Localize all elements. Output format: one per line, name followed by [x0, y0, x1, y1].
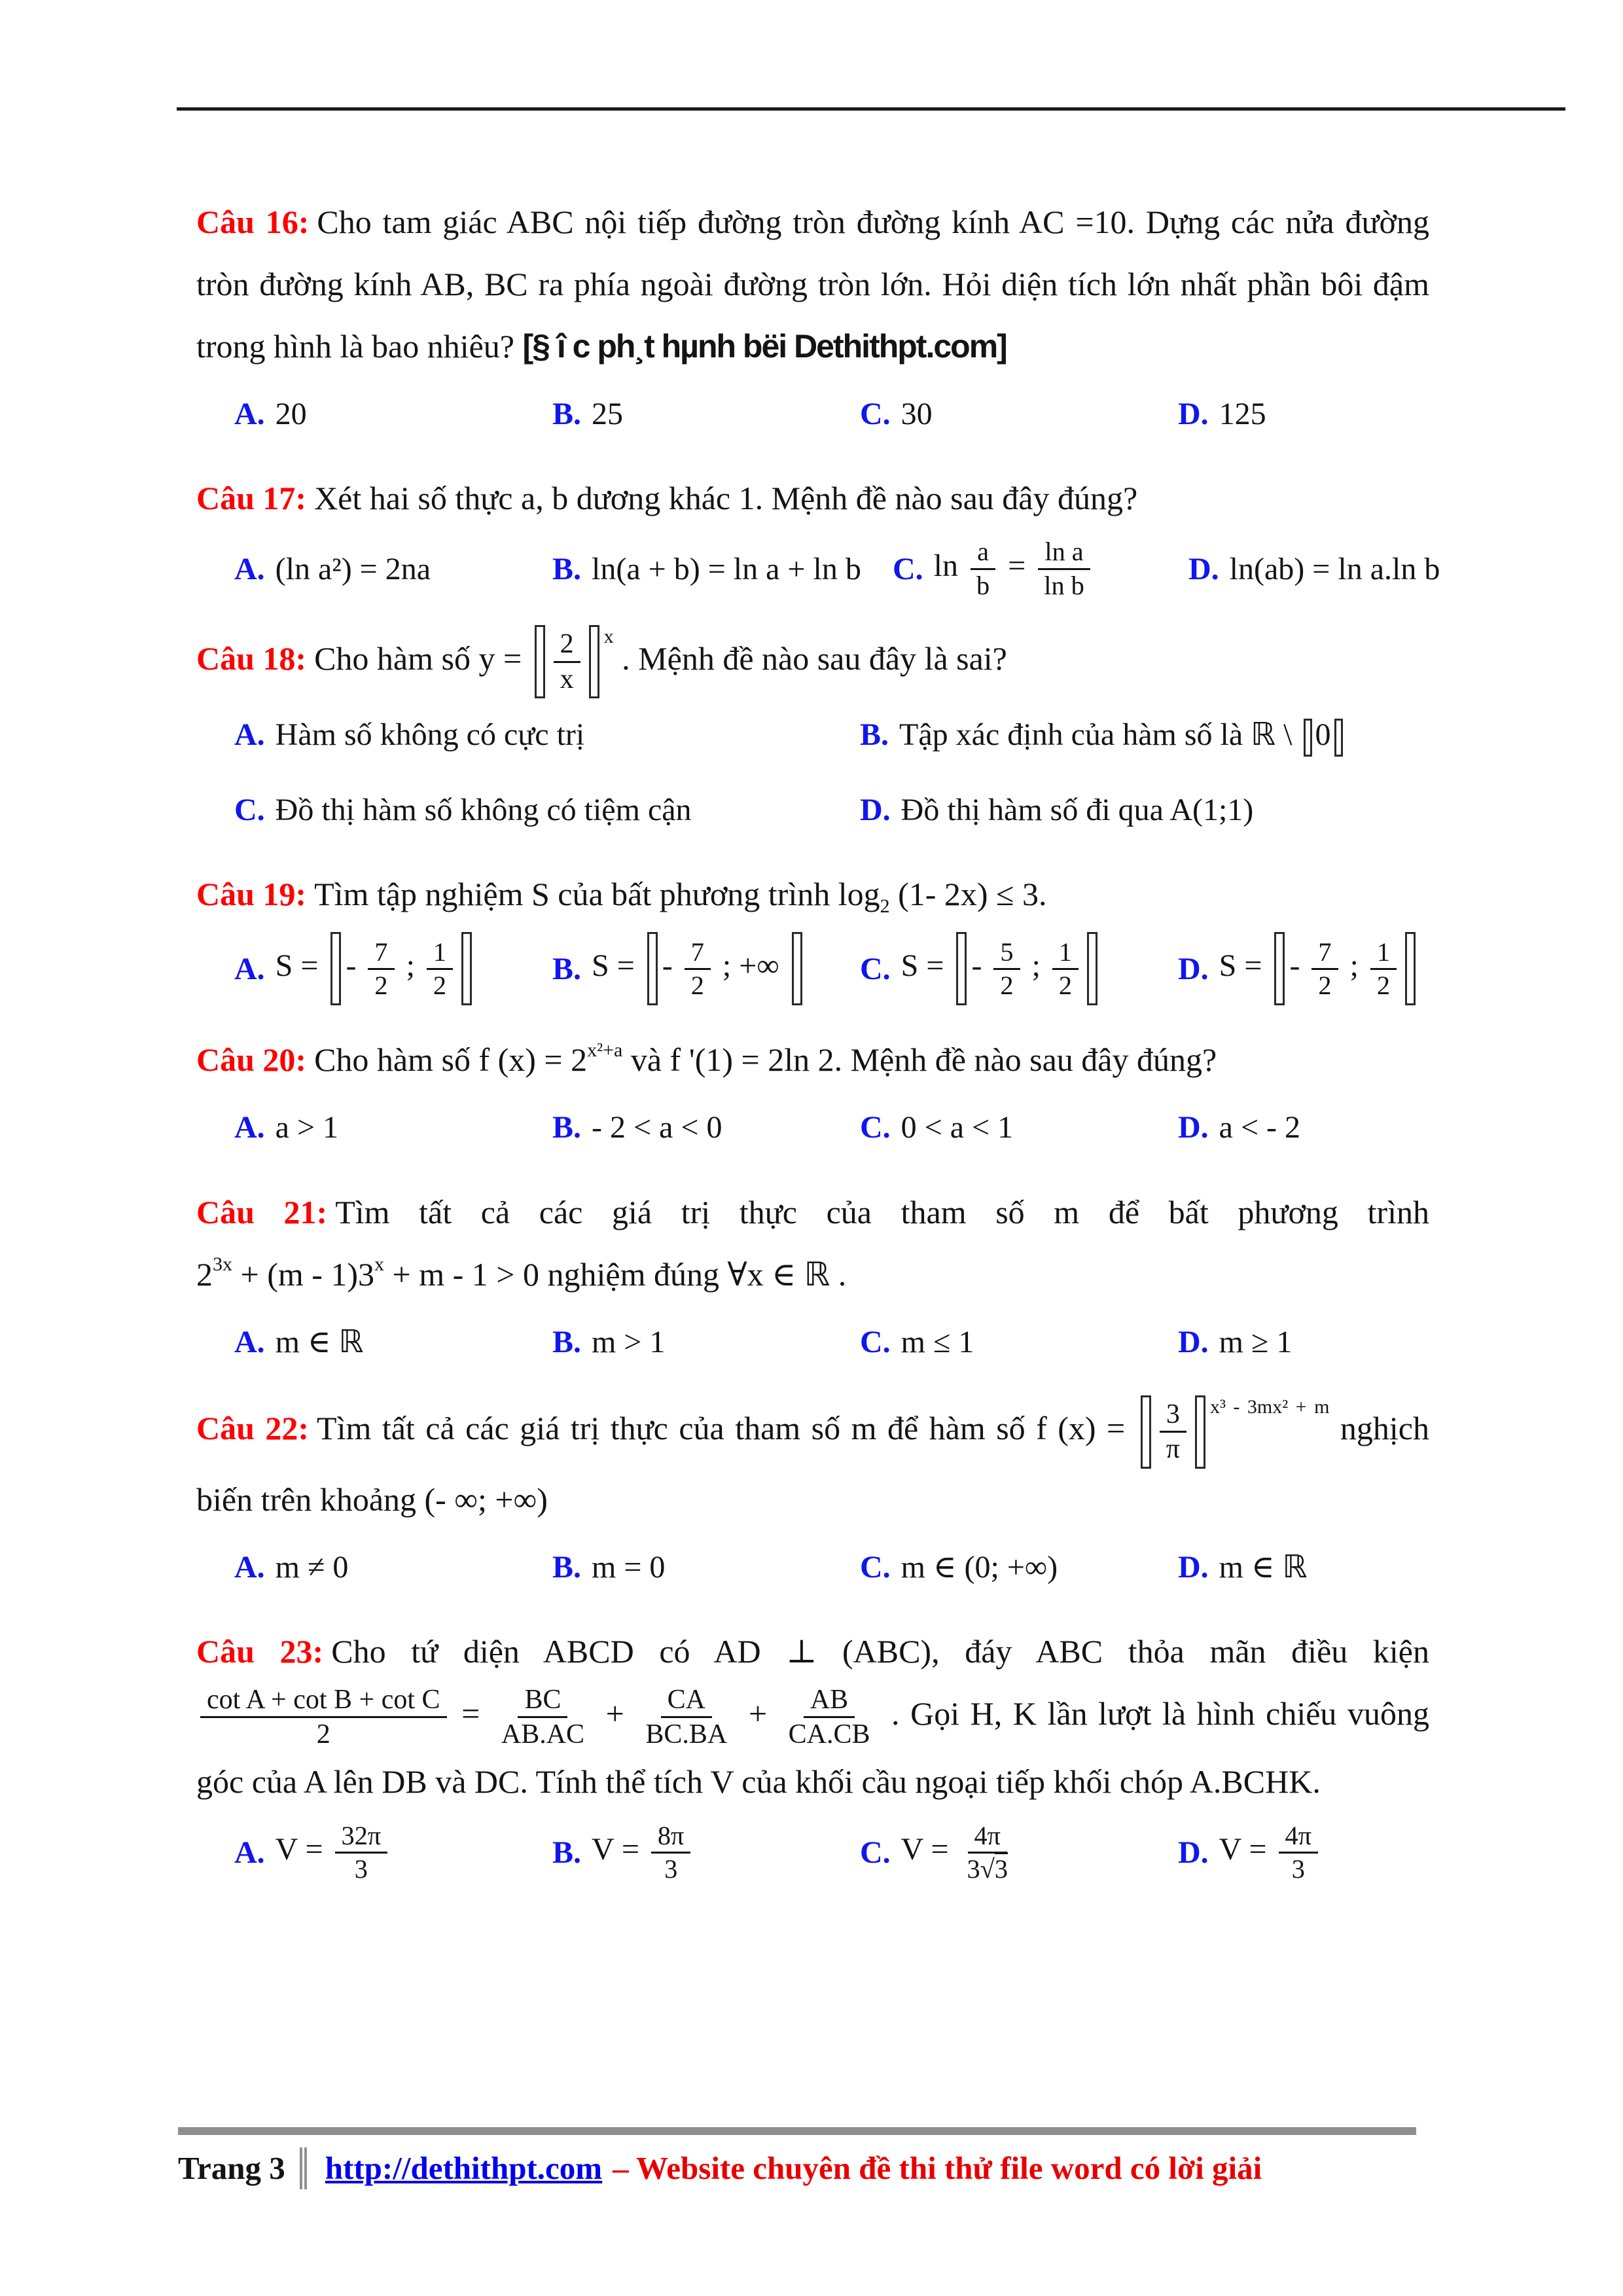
options-grid — [196, 705, 1429, 840]
question-label: Câu 17: — [196, 480, 307, 517]
missing-glyph-box — [1405, 932, 1416, 1005]
option-content: S = - $\frac{7}{2}$ ; $\frac{1}{2}$ — [1219, 932, 1420, 1005]
option-letter: B. — [552, 551, 582, 586]
question-19 — [196, 863, 1429, 1005]
fraction: $\frac{4\pi}{3}$ — [1279, 1820, 1319, 1886]
option-b — [552, 384, 860, 444]
fraction: $\frac{8\pi}{3}$ — [651, 1820, 691, 1886]
option-letter: D. — [1178, 1110, 1209, 1145]
option-a — [234, 1820, 552, 1885]
fraction: $\frac{1}{2}$ — [1370, 937, 1397, 1002]
option-letter: D. — [1178, 397, 1209, 431]
option-a — [234, 1312, 552, 1372]
option-content: m ∈ ℝ — [1219, 1548, 1308, 1585]
stem-text: Cho tứ diện ABCD có AD ⊥ (ABC), đáy ABC thỏa mãn điều kiện — [331, 1632, 1429, 1670]
missing-glyph-box — [535, 625, 545, 698]
option-d — [1178, 1820, 1429, 1885]
stem-math: Tìm tập nghiệm S của bất phương trình $\log_2 (1-$ 2x) ≤ 3. — [314, 876, 1047, 917]
option-letter: D. — [1178, 951, 1209, 986]
option-b — [552, 932, 860, 1005]
fraction: $\frac{7}{2}$ — [685, 937, 711, 1002]
fraction: $\frac{AB}{CA.CB}$ — [788, 1684, 870, 1750]
question-19-stem — [196, 863, 1429, 925]
question-23 — [196, 1621, 1429, 1885]
options-grid — [196, 1098, 1429, 1157]
option-a — [234, 932, 552, 1005]
question-label: Câu 19: — [196, 876, 307, 913]
question-23-stem — [196, 1621, 1429, 1683]
option-letter: D. — [860, 793, 891, 828]
option-b — [552, 1537, 860, 1597]
option-b — [860, 705, 1429, 764]
option-a — [234, 536, 552, 601]
question-23-formula: $\frac{\text{cot A + cot B + cot C}}{2}$ = $\frac{BC}{AB.AC}$ + $\frac{CA}{BC.BA}$ + $\frac{AB}{CA.CB}$ . Gọi H, K lần lượt là hình chiếu vuông góc của A lên DB và DC. Tính thể tích V của khối cầu ngoại tiếp khối chóp A.BCHK. — [196, 1684, 1429, 1801]
option-letter: B. — [552, 1110, 582, 1145]
option-letter: B. — [552, 1835, 582, 1870]
option-c — [893, 536, 1188, 601]
stem-text: Cho tam giác ABC nội tiếp đường tròn đường kính AC =10. Dựng các nửa đường tròn đường kính AB, BC ra phía ngoài đường tròn lớn. Hỏi diện tích lớn nhất phần bôi đậm trong hình là bao nhiêu? — [196, 204, 1429, 365]
footer-rule — [178, 2127, 1416, 2135]
question-label: Câu 18: — [196, 639, 307, 677]
option-letter: B. — [552, 1549, 582, 1585]
option-content: m > 1 — [592, 1324, 666, 1359]
fraction: $\frac{a}{b}$ — [970, 536, 996, 601]
options-grid — [196, 1312, 1429, 1372]
page-number-value: 3 — [269, 2150, 285, 2186]
option-letter: C. — [234, 793, 265, 828]
question-22-stem — [196, 1395, 1429, 1531]
option-content: (ln a²) = 2na — [275, 551, 431, 586]
double-struck-letter: ℝ — [1282, 1548, 1308, 1585]
double-struck-letter: ℝ — [1251, 716, 1276, 753]
option-letter: A. — [234, 717, 265, 753]
question-22 — [196, 1395, 1429, 1597]
option-c — [860, 384, 1178, 444]
missing-glyph-box — [1304, 719, 1312, 757]
option-letter: A. — [234, 951, 265, 986]
question-label: Câu 23: — [196, 1632, 324, 1670]
stem-math: Cho hàm số f $(x) = 2^{x^2+a}$ và f '(1) = 2ln 2. Mệnh đề nào sau đây đúng? — [314, 1039, 1217, 1079]
option-content: 30 — [901, 397, 933, 431]
fraction: $\frac{1}{2}$ — [1052, 937, 1079, 1002]
option-letter: C. — [860, 1835, 891, 1870]
footer-tagline: – Website chuyên đề thi thử file word có lời giải — [613, 2150, 1262, 2186]
option-letter: B. — [552, 951, 582, 986]
option-content: V = $\frac{4\pi}{3√3}$ — [901, 1820, 1018, 1885]
option-c — [860, 1820, 1178, 1885]
superscript: x — [374, 1253, 385, 1276]
question-21 — [196, 1181, 1429, 1372]
option-content: m ≤ 1 — [901, 1324, 974, 1359]
fraction: $\frac{2}{x}$ — [554, 628, 580, 696]
question-18-stem — [196, 625, 1429, 698]
option-content: 125 — [1219, 397, 1266, 431]
superscript: x³ - 3mx² + m — [1209, 1395, 1330, 1418]
stem-math: Tìm tất cả các giá trị thực của tham số m để hàm số f (x) = $\frac{3}{\pi}$ $^{x^3 - 3mx^2 + m}$ nghịch biến trên khoảng (- ∞; +∞) — [196, 1395, 1429, 1518]
fraction: $\frac{\text{cot A + cot B + cot C}}{2}$ — [200, 1683, 447, 1751]
option-content: S = - $\frac{5}{2}$ ; $\frac{1}{2}$ — [901, 932, 1102, 1005]
fraction: $\frac{3}{\pi}$ — [1160, 1398, 1186, 1466]
fraction: $\frac{CA}{BC.BA}$ — [645, 1684, 728, 1750]
double-struck-letter: ℝ — [804, 1255, 830, 1293]
option-c — [860, 1537, 1178, 1597]
option-content: m ∈ (0; +∞) — [901, 1549, 1058, 1585]
option-a — [234, 1098, 552, 1157]
option-letter: B. — [860, 717, 889, 753]
missing-glyph-box — [1274, 932, 1285, 1005]
option-content: a > 1 — [275, 1110, 339, 1145]
option-letter: D. — [1188, 551, 1219, 586]
option-a — [234, 384, 552, 444]
option-letter: C. — [893, 551, 923, 586]
option-content: S = - $\frac{7}{2}$ ; $\frac{1}{2}$ — [276, 932, 476, 1005]
missing-glyph-box — [956, 932, 967, 1005]
question-label: Câu 20: — [196, 1041, 307, 1079]
option-letter: A. — [234, 1324, 265, 1359]
page-content — [196, 191, 1440, 1909]
question-17-stem — [196, 467, 1429, 529]
option-content: ln $\frac{a}{b}$ = $\frac{\text{ln a}}{\text{ln b}}$ — [934, 536, 1095, 601]
options-grid — [196, 536, 1440, 601]
option-letter: D. — [1178, 1324, 1209, 1359]
option-c — [860, 932, 1178, 1005]
missing-glyph-box — [792, 932, 802, 1005]
question-20-stem — [196, 1029, 1429, 1091]
option-b — [552, 1098, 860, 1157]
option-content: ln(a + b) = ln a + ln b — [592, 551, 861, 586]
footer-link[interactable]: http://dethithpt.com — [325, 2150, 603, 2186]
fraction: $\frac{32\pi}{3}$ — [335, 1820, 388, 1886]
option-d — [1188, 536, 1440, 601]
option-content: m ≥ 1 — [1219, 1324, 1293, 1359]
option-content: V = $\frac{4\pi}{3}$ — [1219, 1820, 1322, 1885]
footer-row — [178, 2138, 1416, 2198]
options-grid — [196, 932, 1429, 1005]
top-rule — [177, 107, 1565, 111]
options-grid — [196, 1820, 1429, 1885]
option-content: V = $\frac{32\pi}{3}$ — [276, 1820, 392, 1885]
question-20 — [196, 1029, 1429, 1157]
superscript: 3x — [213, 1253, 232, 1276]
option-letter: A. — [234, 551, 265, 586]
question-17 — [196, 467, 1440, 601]
option-content: V = $\frac{8\pi}{3}$ — [592, 1820, 694, 1885]
fraction: $\frac{\text{ln a}}{\text{ln b}}$ — [1037, 536, 1091, 601]
option-content: 20 — [275, 397, 307, 431]
fraction: $\frac{BC}{AB.AC}$ — [501, 1684, 585, 1750]
option-content: 0 < a < 1 — [901, 1110, 1014, 1145]
option-letter: C. — [860, 1324, 891, 1359]
fraction: $\frac{5}{2}$ — [993, 937, 1020, 1002]
option-d — [860, 780, 1429, 840]
question-label: Câu 16: — [196, 204, 310, 240]
option-letter: A. — [234, 1835, 265, 1870]
stem-text: Xét hai số thực a, b dương khác 1. Mệnh đề nào sau đây đúng? — [314, 480, 1138, 517]
question-16 — [196, 191, 1429, 444]
option-content: - 2 < a < 0 — [592, 1110, 722, 1145]
option-d — [1178, 1312, 1429, 1372]
fraction: $\frac{7}{2}$ — [1311, 937, 1338, 1002]
option-letter: D. — [1178, 1835, 1209, 1870]
option-d — [1178, 932, 1429, 1005]
missing-glyph-box — [330, 932, 341, 1005]
missing-glyph-box — [1087, 932, 1097, 1005]
option-content: m = 0 — [592, 1549, 666, 1585]
fraction: $\frac{4\pi}{3√3}$ — [967, 1820, 1008, 1884]
option-b — [552, 1312, 860, 1372]
option-letter: A. — [234, 397, 265, 431]
option-letter: C. — [860, 951, 891, 986]
question-21-formula: $2^{3x} + (m - 1)3^x + m - 1 > 0$ nghiệm đúng ∀x ∈ ℝ . — [196, 1253, 847, 1293]
option-letter: C. — [860, 397, 891, 431]
question-label: Câu 21: — [196, 1193, 328, 1230]
page-label: Trang — [178, 2150, 262, 2186]
option-content: a < - 2 — [1219, 1110, 1301, 1145]
missing-glyph-box — [1195, 1395, 1205, 1469]
double-struck-letter: ℝ — [338, 1323, 364, 1360]
stem-math: Cho hàm số y = $\frac{2}{x}$ $^x$ . Mệnh đề nào sau đây là sai? — [314, 640, 1007, 677]
option-content: Hàm số không có cực trị — [275, 717, 585, 753]
publisher-note: [§ î c ph¸t hµnh bëi Dethithpt.com] — [522, 328, 1007, 365]
option-d — [1178, 1537, 1429, 1597]
option-c — [234, 780, 860, 840]
missing-glyph-box — [1141, 1395, 1151, 1469]
missing-glyph-box — [461, 932, 472, 1005]
missing-glyph-box — [647, 932, 658, 1005]
fraction: $\frac{1}{2}$ — [427, 937, 453, 1002]
option-b — [552, 1820, 860, 1885]
stem-text: Tìm tất cả các giá trị thực của tham số m để bất phương trình — [335, 1193, 1429, 1230]
option-letter: D. — [1178, 1549, 1209, 1585]
option-a — [234, 705, 860, 764]
option-a — [234, 1537, 552, 1597]
option-content: 25 — [592, 397, 624, 431]
question-18 — [196, 625, 1429, 840]
missing-glyph-box — [1334, 719, 1343, 757]
superscript: x²+a — [587, 1039, 623, 1061]
option-content: Đồ thị hàm số đi qua A(1;1) — [901, 793, 1254, 828]
option-c — [860, 1312, 1178, 1372]
option-letter: A. — [234, 1549, 265, 1585]
fraction: $\frac{7}{2}$ — [368, 937, 394, 1002]
page-number — [178, 2138, 285, 2198]
option-letter: B. — [552, 1324, 582, 1359]
option-letter: B. — [552, 397, 582, 431]
option-content: m ≠ 0 — [275, 1549, 349, 1585]
subscript: 2 — [880, 895, 890, 917]
option-content: Đồ thị hàm số không có tiệm cận — [275, 793, 692, 828]
option-content: ln(ab) = ln a.ln b — [1229, 551, 1440, 586]
footer-divider — [300, 2147, 307, 2189]
option-d — [1178, 384, 1429, 444]
option-content: S = - $\frac{7}{2}$ ; +∞ — [592, 932, 807, 1005]
missing-glyph-box — [589, 625, 599, 698]
option-b — [552, 536, 893, 601]
option-letter: C. — [860, 1110, 891, 1145]
question-21-stem — [196, 1181, 1429, 1244]
question-label: Câu 22: — [196, 1410, 310, 1447]
option-c — [860, 1098, 1178, 1157]
option-d — [1178, 1098, 1429, 1157]
option-content: Tập xác định của hàm số là ℝ \ 0 — [899, 705, 1346, 764]
superscript: x — [603, 626, 614, 648]
page-footer — [178, 2127, 1416, 2198]
option-content: m ∈ ℝ — [275, 1323, 364, 1360]
question-16-stem — [196, 191, 1429, 378]
radical: √3 — [980, 1852, 1008, 1884]
option-letter: C. — [860, 1549, 891, 1585]
options-grid — [196, 384, 1429, 444]
option-letter: A. — [234, 1110, 265, 1145]
options-grid — [196, 1537, 1429, 1597]
